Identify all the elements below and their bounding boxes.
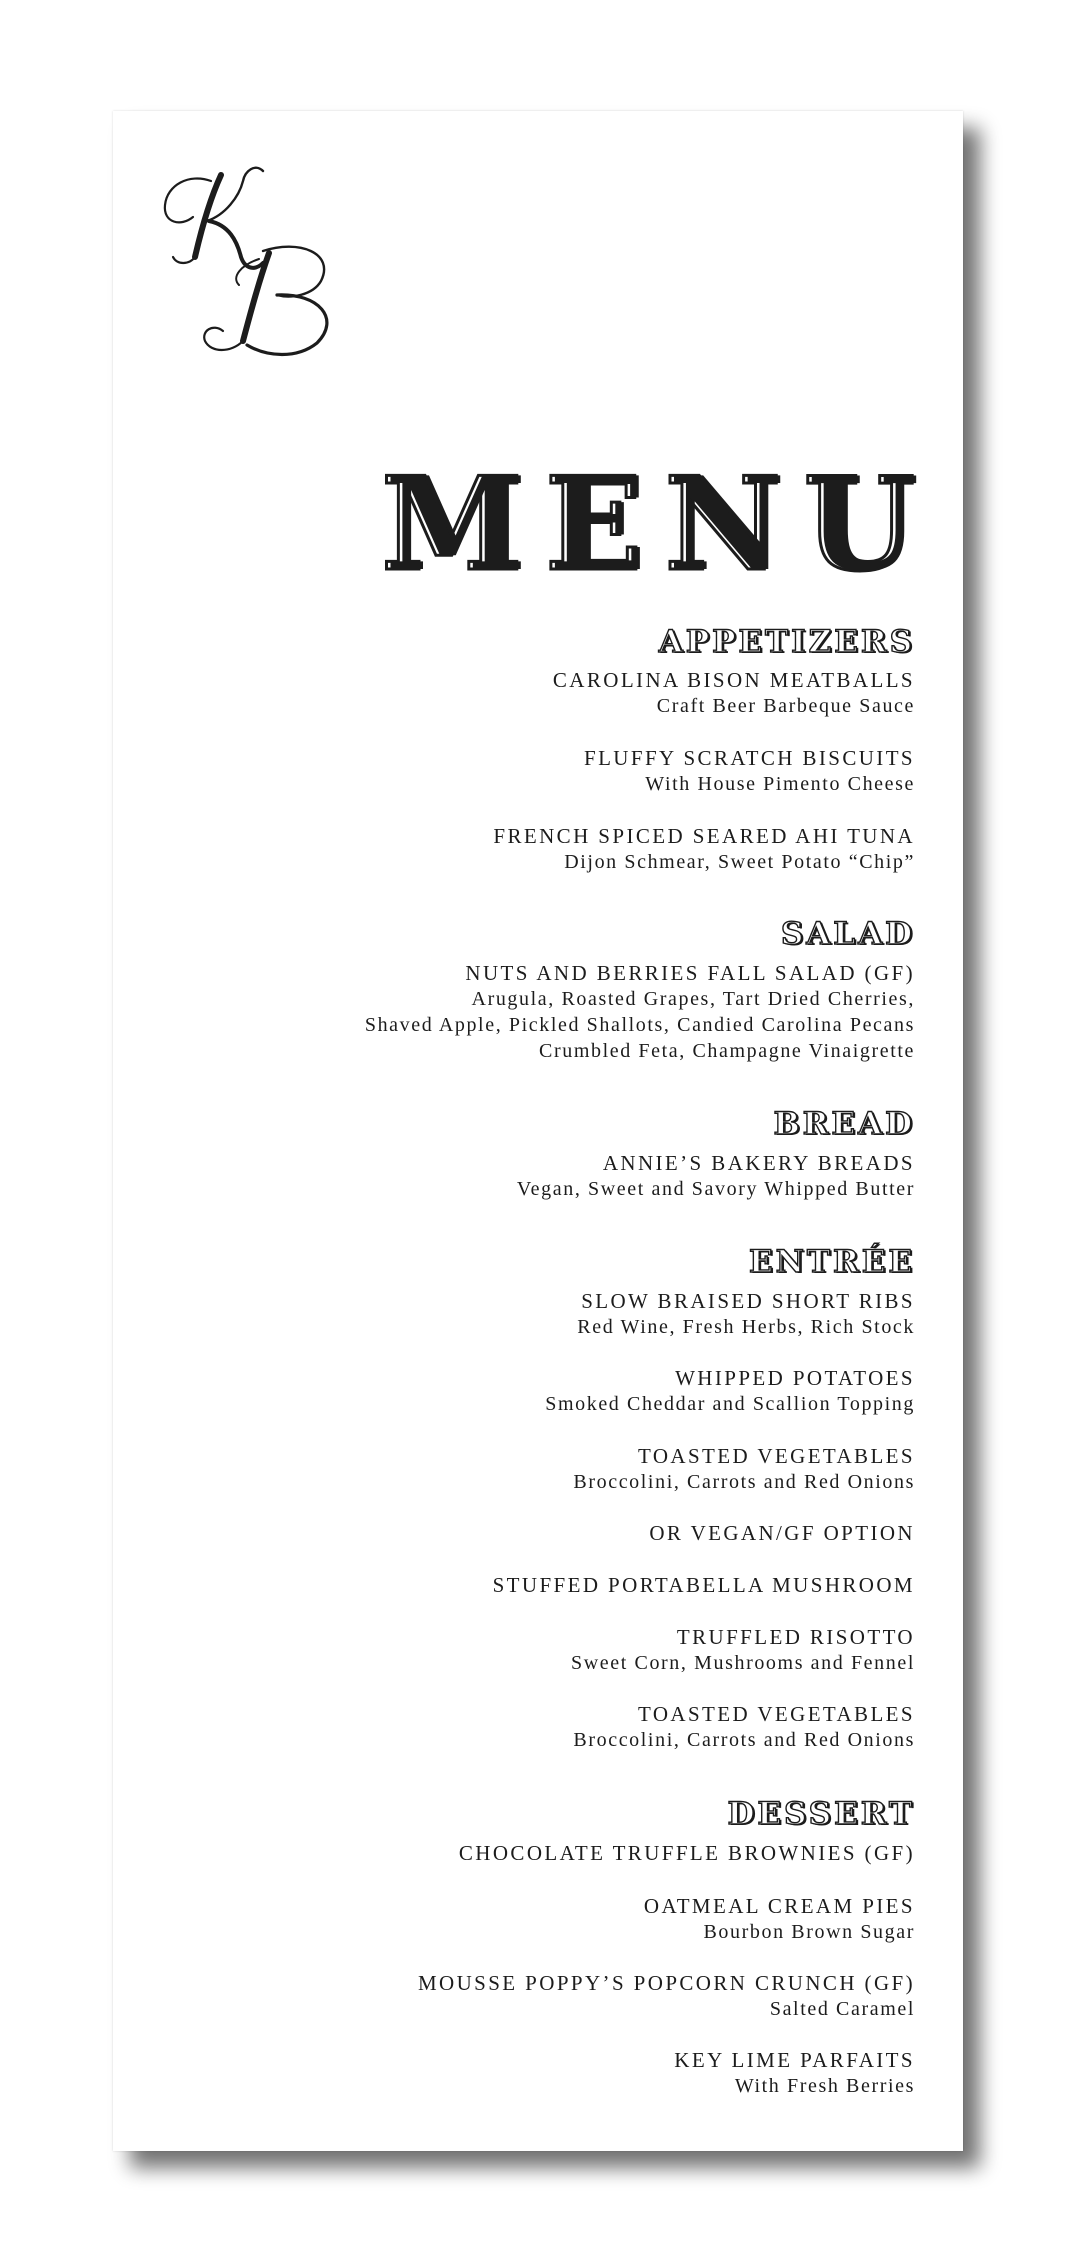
item-name: TOASTED VEGETABLES — [638, 1702, 915, 1726]
item-name: FLUFFY SCRATCH BISCUITS — [584, 746, 915, 770]
item-name: TOASTED VEGETABLES — [638, 1444, 915, 1468]
item-name: KEY LIME PARFAITS — [674, 2048, 915, 2072]
item-name: CHOCOLATE TRUFFLE BROWNIES (GF) — [458, 1841, 915, 1865]
item-description: Smoked Cheddar and Scallion Topping — [545, 1393, 915, 1415]
menu-item — [155, 1150, 915, 1202]
item-description: Broccolini, Carrots and Red Onions — [573, 1729, 915, 1751]
item-name: WHIPPED POTATOES — [675, 1366, 915, 1390]
item-description: Salted Caramel — [769, 1998, 915, 2020]
section-title-bread: BREAD — [773, 1106, 915, 1142]
menu-title: MENU — [381, 450, 937, 600]
kb-monogram-logo — [159, 161, 349, 361]
item-name: OR VEGAN/GF OPTION — [649, 1521, 915, 1545]
item-name: MOUSSE POPPY’S POPCORN CRUNCH (GF) — [417, 1971, 915, 1995]
section-title-dessert: DESSERT — [727, 1796, 915, 1832]
menu-item — [155, 1520, 915, 1546]
item-name: FRENCH SPICED SEARED AHI TUNA — [493, 824, 915, 848]
item-name: ANNIE’S BAKERY BREADS — [602, 1151, 915, 1175]
item-description: Vegan, Sweet and Savory Whipped Butter — [516, 1178, 915, 1200]
item-description: Shaved Apple, Pickled Shallots, Candied Carolina Pecans — [364, 1014, 915, 1036]
item-name: CAROLINA BISON MEATBALLS — [552, 668, 915, 692]
item-description: With Fresh Berries — [734, 2075, 915, 2097]
item-description: Sweet Corn, Mushrooms and Fennel — [571, 1652, 915, 1674]
item-name: STUFFED PORTABELLA MUSHROOM — [492, 1573, 915, 1597]
item-description: Bourbon Brown Sugar — [703, 1921, 915, 1943]
menu-item — [155, 1572, 915, 1598]
item-description: Broccolini, Carrots and Red Onions — [573, 1471, 915, 1493]
menu-item — [155, 1701, 915, 1753]
menu-item — [155, 667, 915, 719]
item-name: TRUFFLED RISOTTO — [676, 1625, 915, 1649]
item-description: Arugula, Roasted Grapes, Tart Dried Cherries, — [471, 988, 915, 1010]
menu-item — [155, 1970, 915, 2022]
item-name: SLOW BRAISED SHORT RIBS — [581, 1289, 915, 1313]
item-description: Crumbled Feta, Champagne Vinaigrette — [539, 1040, 915, 1062]
item-description: Red Wine, Fresh Herbs, Rich Stock — [577, 1316, 915, 1338]
item-name: NUTS AND BERRIES FALL SALAD (GF) — [465, 961, 915, 985]
menu-item — [155, 1443, 915, 1495]
menu-item — [155, 1893, 915, 1945]
menu-item — [155, 1288, 915, 1340]
menu-item — [155, 1365, 915, 1417]
menu-card — [113, 111, 963, 2151]
menu-item — [155, 1840, 915, 1866]
menu-item — [155, 960, 915, 1064]
item-description: Dijon Schmear, Sweet Potato “Chip” — [564, 851, 915, 873]
menu-item — [155, 745, 915, 797]
item-name: OATMEAL CREAM PIES — [643, 1894, 915, 1918]
section-title-entree: ENTRÉE — [748, 1244, 915, 1280]
item-description: Craft Beer Barbeque Sauce — [656, 695, 915, 717]
section-title-salad: SALAD — [780, 916, 915, 952]
menu-item — [155, 1624, 915, 1676]
item-description: With House Pimento Cheese — [645, 773, 915, 795]
section-title-appetizers: APPETIZERS — [658, 624, 915, 660]
menu-item — [155, 823, 915, 875]
menu-item — [155, 2047, 915, 2099]
